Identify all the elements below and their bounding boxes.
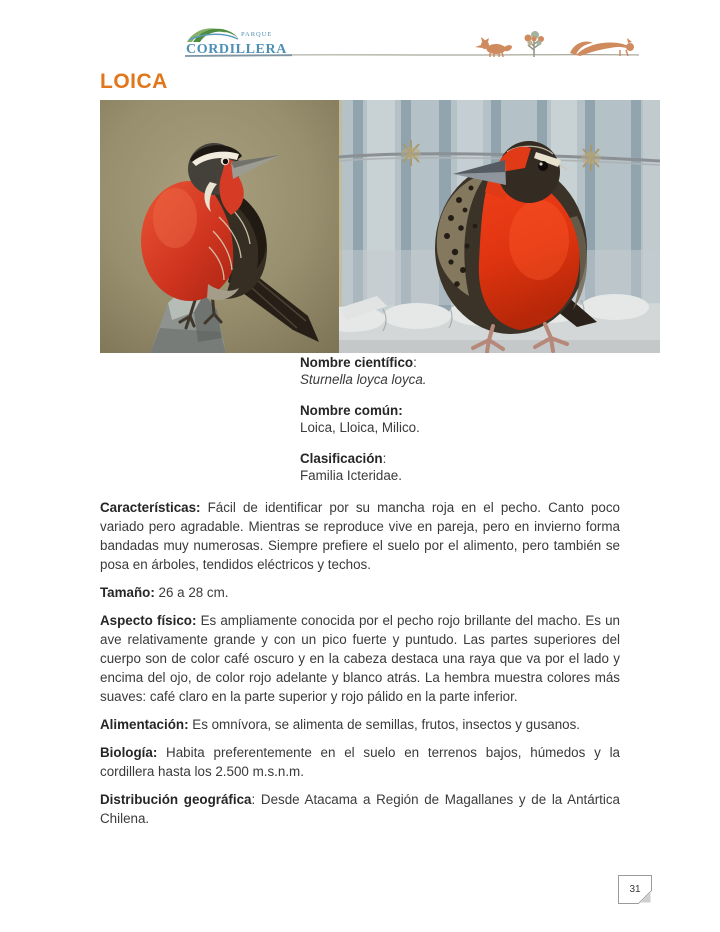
leaping-fox-icon <box>570 38 634 56</box>
logo-park-text: PARQUE <box>241 31 273 38</box>
photo-strip <box>100 100 660 353</box>
taxonomy-info-block <box>300 354 580 498</box>
paragraph-distribucion-geografica: Distribución geográfica: Desde Atacama a Región de Magallanes y de la Antártica Chilena. <box>100 792 620 826</box>
photo-loica-on-rock <box>100 100 339 353</box>
header-rule <box>182 30 642 58</box>
tree-icon <box>525 31 545 57</box>
classification-entry: Clasificación: Familia Icteridae. <box>300 451 402 483</box>
page-number-box <box>618 875 652 904</box>
page-corner-fold-icon <box>638 890 652 904</box>
logo-name-text: CORDILLERA <box>186 42 287 57</box>
paragraph-caracteristicas: Características: Fácil de identificar por su mancha roja en el pecho. Canto poco variado pero agradable. Mientras se reproduce vive en pareja, pero en invierno forma bandadas muy numerosas. Siempre prefiere el suelo por el alimento, pero también se posa en árboles, tendidos eléctricos y techos. <box>100 500 620 572</box>
common-name-value: Loica, Lloica, Milico. <box>300 420 420 435</box>
paragraph-tamano: Tamaño: 26 a 28 cm. <box>100 585 229 600</box>
paragraph-alimentacion: Alimentación: Es omnívora, se alimenta de semillas, frutos, insectos y gusanos. <box>100 717 581 732</box>
page-number: 31 <box>629 884 641 895</box>
classification-value: Familia Icteridae. <box>300 468 402 483</box>
scientific-name-label: Nombre científico <box>300 355 414 370</box>
common-name-entry <box>300 402 580 436</box>
paragraph-biologia: Biología: Habita preferentemente en el suelo en terrenos bajos, húmedos y la cordillera hasta los 2.500 m.s.n.m. <box>100 745 620 779</box>
paragraph-aspecto-fisico: Aspecto físico: Es ampliamente conocida por el pecho rojo brillante del macho. Es un ave relativamente grande y con un pico fuerte y puntudo. Las partes superiores del cuerpo son de color café oscuro y en la cabeza destaca una raya que va por el lado y encima del ojo, de color rojo adelante y blanco atrás. La hembra muestra colores más suaves: café claro en la parte superior y rojo pálido en la parte inferior. <box>100 613 620 704</box>
photo-loica-on-fence <box>339 100 660 353</box>
description-text <box>100 498 620 837</box>
page-title: LOICA <box>100 70 168 93</box>
classification-label: Clasificación <box>300 451 383 466</box>
scientific-name-value: Sturnella loyca loyca. <box>300 372 427 387</box>
common-name-label: Nombre común: <box>300 403 403 418</box>
scientific-name-entry: Nombre científico: Sturnella loyca loyca. <box>300 355 427 387</box>
fox-icon <box>475 37 512 57</box>
